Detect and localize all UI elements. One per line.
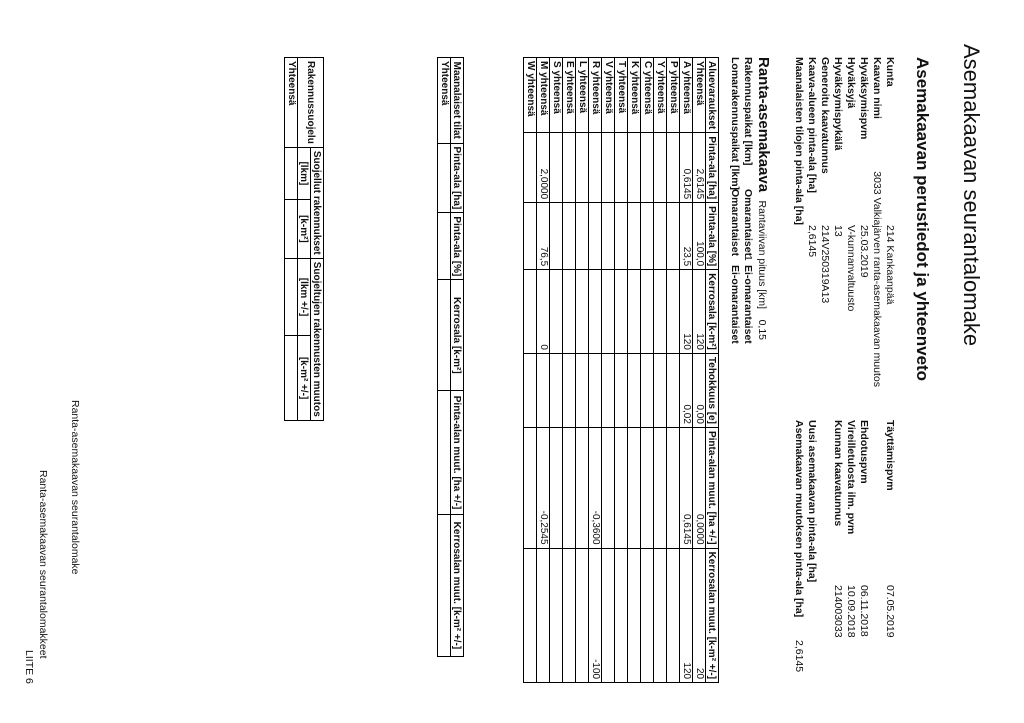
table-cell	[654, 548, 667, 683]
table-cell	[537, 548, 550, 683]
table-cell	[550, 353, 563, 427]
info-row: Kaava-alueen pinta-ala [ha] 2,6145	[806, 57, 818, 258]
table-cell: 2,0000	[537, 133, 550, 203]
column-header: [k-m²]	[298, 200, 311, 259]
column-header: Kerrosalan muut. [k-m² +/-]	[451, 514, 464, 656]
areas-table-body	[524, 58, 706, 683]
table-cell: 0,00	[693, 353, 706, 427]
table-row	[438, 58, 451, 657]
section-title: Asemakaavan perustiedot ja yhteenveto	[913, 57, 932, 382]
table-cell	[654, 133, 667, 203]
table-row	[576, 58, 589, 683]
table-cell	[602, 548, 615, 683]
table-cell	[654, 427, 667, 548]
info-row: Hyväksymispykälä 13	[832, 57, 844, 237]
column-header: Maanalaiset tilat	[451, 58, 464, 144]
table-cell: 23,5	[680, 203, 693, 270]
info-row: Ehdotuspvm 06.11.2018	[858, 420, 870, 637]
table-cell	[438, 514, 451, 656]
table-header-row	[706, 58, 719, 683]
table-cell	[641, 353, 654, 427]
table-cell: -0,3600	[589, 427, 602, 548]
info-left	[792, 57, 896, 387]
table-cell: 120	[680, 548, 693, 683]
row-label: Y yhteensä	[654, 58, 667, 133]
table-cell: 20	[693, 548, 706, 683]
row-label: V yhteensä	[602, 58, 615, 133]
table-row	[667, 58, 680, 683]
table-cell	[438, 391, 451, 515]
info-row	[818, 420, 831, 720]
table-cell	[438, 280, 451, 391]
table-cell	[589, 270, 602, 354]
column-header: [k-m² +/-]	[298, 336, 311, 420]
table-cell	[576, 133, 589, 203]
table-cell: 0,6145	[680, 427, 693, 548]
table-cell: 76,5	[537, 203, 550, 270]
table-cell	[576, 270, 589, 354]
table-cell	[537, 353, 550, 427]
table-cell	[563, 270, 576, 354]
table-cell	[615, 427, 628, 548]
table-cell	[602, 203, 615, 270]
row-label: M yhteensä	[537, 58, 550, 133]
areas-table	[523, 57, 719, 683]
table-cell	[641, 548, 654, 683]
table-cell	[667, 548, 680, 683]
table-cell: 120	[693, 270, 706, 354]
row-label: P yhteensä	[667, 58, 680, 133]
table-cell	[615, 548, 628, 683]
table-row	[550, 58, 563, 683]
footer-caption: Ranta-asemakaavan seurantalomake	[69, 400, 81, 575]
info-row: Asemakaavan muutoksen pinta-ala [ha] 2,6145	[793, 420, 805, 673]
column-header: Aluevaraukset	[706, 58, 719, 133]
appendix-label: LIITE 6	[23, 650, 35, 684]
table-cell	[576, 203, 589, 270]
table-cell: 0,02	[680, 353, 693, 427]
table-cell	[628, 133, 641, 203]
table-cell	[438, 213, 451, 280]
row-label: R yhteensä	[589, 58, 602, 133]
table-cell	[438, 143, 451, 213]
info-right	[792, 420, 896, 720]
table-cell	[667, 427, 680, 548]
table-cell	[524, 427, 537, 548]
info-row: Kaavan nimi 3033 Valkiajärven ranta-asemakaavan muutos	[871, 57, 883, 387]
row-label: Yhteensä	[285, 58, 298, 148]
table-cell	[563, 203, 576, 270]
row-label: W yhteensä	[524, 58, 537, 133]
table-cell	[285, 258, 298, 336]
table-cell: 120	[680, 270, 693, 354]
ranta-block	[754, 57, 772, 340]
column-header: Kerrosala [k-m²]	[706, 270, 719, 354]
info-row	[870, 420, 883, 720]
table-cell	[628, 353, 641, 427]
table-cell	[667, 353, 680, 427]
row-label: A yhteensä	[680, 58, 693, 133]
table-cell	[667, 203, 680, 270]
table-row	[537, 58, 550, 683]
table-cell	[550, 133, 563, 203]
table-cell	[285, 147, 298, 199]
table-cell	[524, 133, 537, 203]
column-header: Pinta-alan muut. [ha +/-]	[706, 427, 719, 548]
table-cell	[285, 200, 298, 259]
table-cell	[524, 203, 537, 270]
table-cell	[524, 353, 537, 427]
table-cell	[641, 427, 654, 548]
table-row	[641, 58, 654, 683]
group-header: Suojellut rakennukset	[311, 147, 324, 258]
table-cell	[641, 270, 654, 354]
info-row: Generoitu kaavatunnus 214V250319A13	[819, 57, 831, 304]
table-cell	[602, 270, 615, 354]
table-cell	[550, 427, 563, 548]
form-title: Asemakaavan seurantalomake	[959, 44, 984, 347]
column-header: [lkm]	[298, 147, 311, 199]
column-header: Pinta-ala [ha]	[706, 133, 719, 203]
row-label: Yhteensä	[438, 58, 451, 144]
table-cell	[285, 336, 298, 420]
column-header: Pinta-ala [ha]	[451, 143, 464, 213]
table-cell	[615, 203, 628, 270]
table-cell	[602, 353, 615, 427]
table-cell	[602, 133, 615, 203]
info-row: Täyttämispvm 07.05.2019	[884, 420, 896, 638]
info-row: Maanalaisten tilojen pinta-ala [ha]	[793, 57, 805, 226]
table-row	[602, 58, 615, 683]
table-cell	[654, 203, 667, 270]
table-header-row	[451, 58, 464, 657]
table-row	[680, 58, 693, 683]
table-cell	[628, 427, 641, 548]
protected-table-body	[285, 58, 298, 421]
table-cell	[615, 270, 628, 354]
table-cell	[602, 427, 615, 548]
table-cell	[563, 133, 576, 203]
table-row	[563, 58, 576, 683]
table-cell	[550, 548, 563, 683]
table-cell: 0,0000	[693, 427, 706, 548]
table-cell: -100	[589, 548, 602, 683]
table-row	[615, 58, 628, 683]
table-row	[628, 58, 641, 683]
table-cell: 100,0	[693, 203, 706, 270]
table-cell	[628, 548, 641, 683]
table-cell	[550, 270, 563, 354]
table-cell	[563, 427, 576, 548]
table-cell	[667, 270, 680, 354]
column-header: Kerrosalan muut. [k-m² +/-]	[706, 548, 719, 683]
info-row: Hyväksyjä V-kunnanvaltuusto	[845, 57, 857, 312]
column-header: Pinta-alan muut. [ha +/-]	[451, 391, 464, 515]
table-cell	[641, 133, 654, 203]
rantaviiva-value: 0,15	[756, 319, 768, 340]
table-cell	[615, 353, 628, 427]
underground-table	[437, 57, 464, 657]
column-header: Pinta-ala [%]	[451, 213, 464, 280]
ranta-rows	[728, 57, 754, 345]
table-cell	[524, 548, 537, 683]
table-cell	[589, 353, 602, 427]
table-cell	[576, 427, 589, 548]
info-row: Hyväksymispvm 25.03.2019	[858, 57, 870, 278]
table-cell	[628, 270, 641, 354]
table-cell	[563, 353, 576, 427]
table-cell	[654, 353, 667, 427]
underground-table-body	[438, 58, 451, 657]
row-label: C yhteensä	[641, 58, 654, 133]
table-row	[693, 58, 706, 683]
table-cell	[589, 133, 602, 203]
table-cell: 0	[537, 270, 550, 354]
rantaviiva-label: Rantaviivan pituus [km]	[756, 200, 768, 310]
table-cell	[563, 548, 576, 683]
table-row	[524, 58, 537, 683]
row-label: S yhteensä	[550, 58, 563, 133]
column-header: [lkm +/-]	[298, 258, 311, 336]
table-cell	[524, 270, 537, 354]
row-label: L yhteensä	[576, 58, 589, 133]
column-header: Tehokkuus [e]	[706, 353, 719, 427]
group-header: Suojeltujen rakennusten muutos	[311, 258, 324, 420]
table-header-row	[311, 58, 324, 421]
table-cell: 2,6145	[693, 133, 706, 203]
footer-caption-2: Ranta-asemakaavan seurantalomakkeet	[37, 470, 49, 659]
info-row: Kunnan kaavatunnus 214003033	[832, 420, 844, 638]
info-row: Kunta 214 Kankaanpää	[884, 57, 896, 305]
protected-table	[284, 57, 324, 421]
row-label: T yhteensä	[615, 58, 628, 133]
table-row	[654, 58, 667, 683]
table-cell	[589, 203, 602, 270]
table-row	[589, 58, 602, 683]
ranta-row: Rakennuspaikat [lkm] Omarantaiset 1 Ei-omarantaiset	[742, 57, 754, 344]
info-row: Vireilletulosta ilm. pvm 10.09.2018	[845, 420, 857, 638]
table-cell	[550, 203, 563, 270]
table-cell	[576, 548, 589, 683]
table-cell	[576, 353, 589, 427]
ranta-row: Lomarakennuspaikat [lkm] Omarantaiset Ei-omarantaiset	[729, 57, 741, 344]
table-cell	[628, 203, 641, 270]
column-header: Pinta-ala [%]	[706, 203, 719, 270]
table-cell	[641, 203, 654, 270]
row-label: K yhteensä	[628, 58, 641, 133]
table-cell: -0,2545	[537, 427, 550, 548]
column-header: Kerrosala [k-m²]	[451, 280, 464, 391]
table-cell	[667, 133, 680, 203]
info-row: Uusi asemakaavan pinta-ala [ha]	[806, 420, 818, 583]
table-cell: 0,6145	[680, 133, 693, 203]
row-label: Yhteensä	[693, 58, 706, 133]
table-cell	[615, 133, 628, 203]
ranta-heading: Ranta-asemakaava	[755, 57, 772, 193]
table-row	[285, 58, 298, 421]
column-header: Rakennussuojelu	[298, 58, 324, 148]
row-label: E yhteensä	[563, 58, 576, 133]
table-cell	[654, 270, 667, 354]
